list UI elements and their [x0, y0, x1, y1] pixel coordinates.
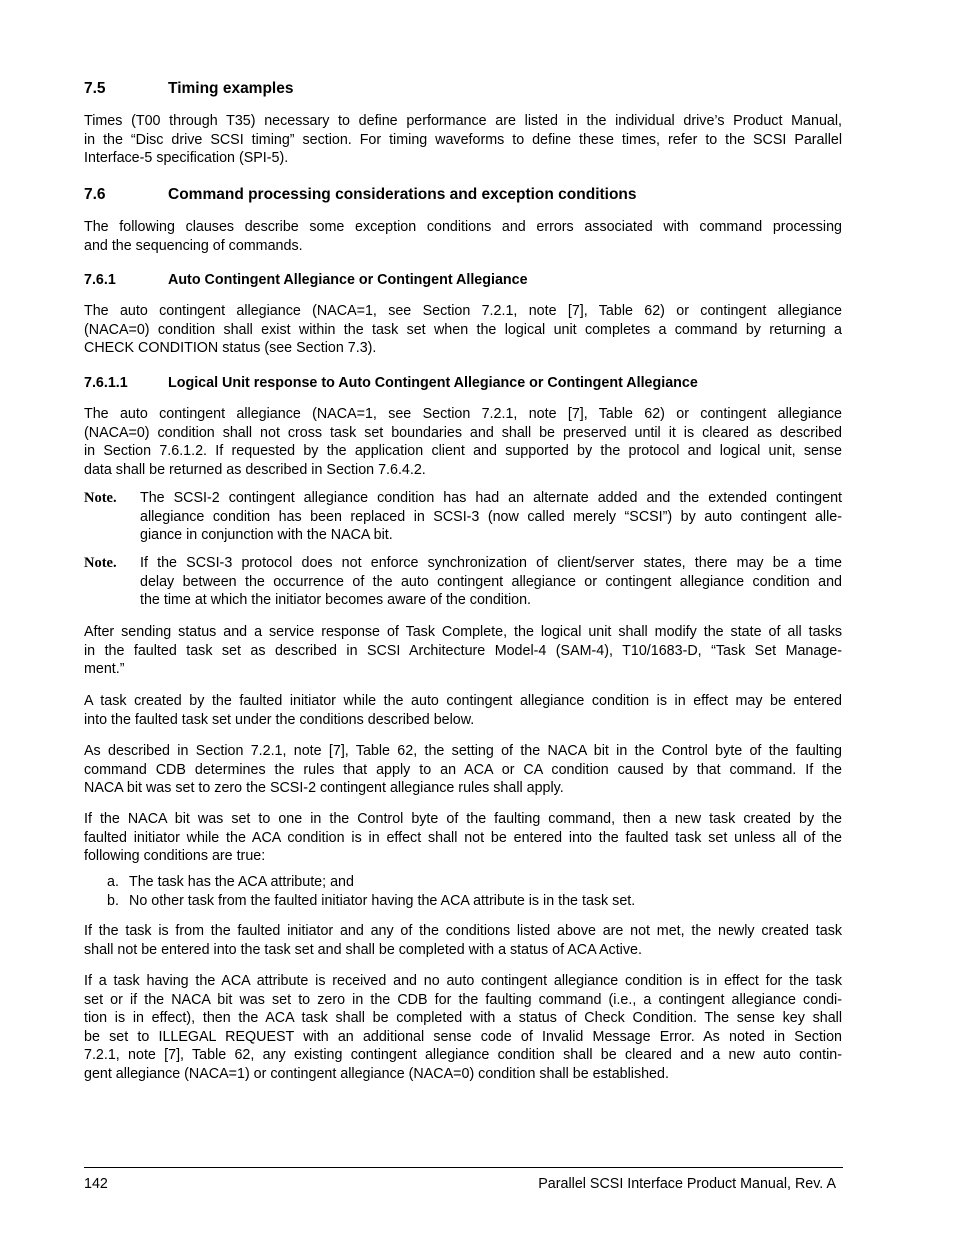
document-title: Parallel SCSI Interface Product Manual, Rev. A [538, 1176, 836, 1192]
section-title: Command processing considerations and exception conditions [168, 186, 637, 203]
section-number: 7.6 [84, 186, 106, 203]
text-line: As described in Section 7.2.1, note [7], Table 62, the setting of the NACA bit in the Control byte of the faulting [84, 743, 842, 759]
text-line: giance in conjunction with the NACA bit. [140, 527, 393, 544]
text-line: Interface-5 specification (SPI-5). [84, 150, 289, 167]
text-line: After sending status and a service response of Task Complete, the logical unit shall modify the state of all tasks [84, 624, 842, 640]
text-line: faulted initiator while the ACA condition is in effect shall not be entered into the faulted task set unless all of the [84, 829, 842, 846]
section-heading [84, 79, 842, 99]
section-number: 7.6.1 [84, 272, 116, 288]
text-line: in the faulted task set as described in SCSI Architecture Model-4 (SAM-4), T10/1683-D, “Task Set Manage- [84, 642, 842, 659]
text-line: If the task is from the faulted initiator and any of the conditions listed above are not met, the newly created task [84, 923, 842, 939]
list-marker: a. [107, 874, 119, 890]
text-line: The SCSI-2 contingent allegiance condition has had an alternate added and the extended contingent [140, 490, 842, 506]
text-line: A task created by the faulted initiator while the auto contingent allegiance condition is in effect may be entered [84, 693, 842, 709]
page-number: 142 [84, 1176, 108, 1192]
text-line: in the “Disc drive SCSI timing” section. For timing waveforms to define these times, refer to the SCSI Parallel [84, 131, 842, 148]
note-label: Note. [84, 555, 117, 571]
note-text [140, 554, 842, 610]
text-line: (NACA=0) condition shall exist within the task set when the logical unit completes a command by returning a [84, 321, 842, 338]
paragraph [84, 922, 842, 959]
text-line: (NACA=0) condition shall not cross task set boundaries and shall be preserved until it is cleared as described [84, 424, 842, 441]
text-line: The auto contingent allegiance (NACA=1, see Section 7.2.1, note [7], Table 62) or contingent allegiance [84, 303, 842, 319]
text-line: set or if the NACA bit was set to zero in the CDB for the faulting command (i.e., a contingent allegiance condi- [84, 991, 842, 1008]
text-line: If a task having the ACA attribute is received and no auto contingent allegiance condition is in effect for the task [84, 973, 842, 989]
text-line: gent allegiance (NACA=1) or contingent allegiance (NACA=0) condition shall be established. [84, 1065, 669, 1082]
paragraph [84, 218, 842, 255]
section-title: Timing examples [168, 80, 294, 97]
text-line: and the sequencing of commands. [84, 237, 303, 254]
text-line: ment.” [84, 661, 125, 678]
section-title: Logical Unit response to Auto Contingent Allegiance or Contingent Allegiance [168, 375, 698, 391]
condition-list [84, 873, 842, 910]
list-item [84, 892, 842, 911]
text-line: If the SCSI-3 protocol does not enforce synchronization of client/server states, there may be a time [140, 555, 842, 571]
list-marker: b. [107, 892, 119, 909]
text-line: CHECK CONDITION status (see Section 7.3). [84, 340, 377, 357]
section-heading [84, 374, 842, 392]
paragraph [84, 623, 842, 679]
text-line: data shall be returned as described in Section 7.6.4.2. [84, 461, 426, 478]
section-number: 7.6.1.1 [84, 375, 128, 391]
text-line: Times (T00 through T35) necessary to define performance are listed in the individual drive’s Product Manual, [84, 113, 842, 129]
text-line: If the NACA bit was set to one in the Control byte of the faulting command, then a new task created by the [84, 811, 842, 827]
paragraph [84, 810, 842, 866]
text-line: following conditions are true: [84, 848, 266, 865]
text-line: NACA bit was set to zero the SCSI-2 contingent allegiance rules shall apply. [84, 780, 564, 797]
note-text [140, 489, 842, 545]
text-line: command CDB determines the rules that apply to an ACA or CA condition caused by that command. If the [84, 761, 842, 778]
text-line: into the faulted task set under the conditions described below. [84, 711, 475, 728]
paragraph [84, 692, 842, 729]
text-line: The auto contingent allegiance (NACA=1, see Section 7.2.1, note [7], Table 62) or contingent allegiance [84, 406, 842, 422]
footer-divider [84, 1167, 843, 1168]
text-line: 7.2.1, note [7], Table 62, any existing contingent allegiance condition shall be cleared and a new auto contin- [84, 1047, 842, 1064]
text-line: delay between the occurrence of the auto contingent allegiance or contingent allegiance condition and [140, 573, 842, 590]
text-line: in Section 7.6.1.2. If requested by the application client and supported by the protocol and logical unit, sense [84, 443, 842, 460]
section-heading [84, 271, 842, 289]
paragraph [84, 742, 842, 798]
section-number: 7.5 [84, 80, 106, 97]
text-line: The following clauses describe some exception conditions and errors associated with command processing [84, 219, 842, 235]
section-title: Auto Contingent Allegiance or Contingent Allegiance [168, 272, 528, 288]
text-line: allegiance condition has been replaced in SCSI-3 (now called merely “SCSI”) by auto contingent alle- [140, 508, 842, 525]
paragraph [84, 112, 842, 168]
text-line: tion is in effect), then the ACA task shall be completed with a status of Check Condition. The sense key shall [84, 1010, 842, 1027]
text-line: be set to ILLEGAL REQUEST with an additional sense code of Invalid Message Error. As noted in Section [84, 1028, 842, 1045]
section-heading [84, 185, 842, 205]
list-text: No other task from the faulted initiator having the ACA attribute is in the task set. [129, 892, 636, 909]
paragraph [84, 972, 842, 1084]
list-text: The task has the ACA attribute; and [129, 874, 354, 890]
text-line: shall not be entered into the task set and shall be completed with a status of ACA Active. [84, 941, 642, 958]
list-item [84, 873, 842, 892]
text-line: the time at which the initiator becomes aware of the condition. [140, 592, 531, 609]
paragraph [84, 405, 842, 479]
paragraph [84, 302, 842, 358]
note-label: Note. [84, 490, 117, 506]
